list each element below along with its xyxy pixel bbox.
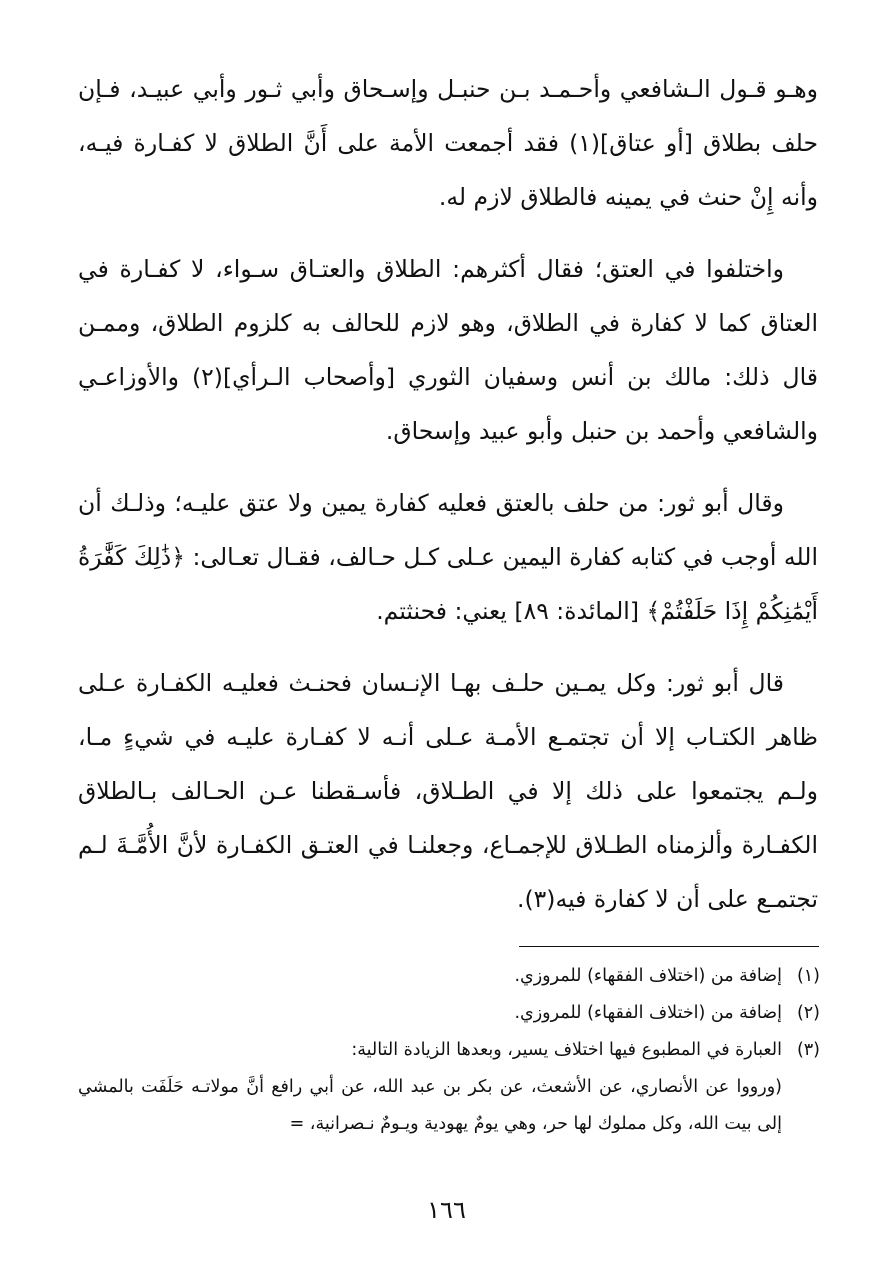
- footnote-3: [78, 1032, 820, 1069]
- footnote-3-continuation: (ورووا عن الأنصاري، عن الأشعث، عن بكر بن عبد الله، عن أبي رافع أنَّ مولاتـه حَلَفَت بالمشي إلى بيت الله، وكل مملوك لها حر، وهي يومٌ يهودية ويـومٌ نـصرانية، =: [78, 1077, 782, 1134]
- footnotes: [78, 958, 820, 1143]
- footnote-text: إضافة من (اختلاف الفقهاء) للمروزي.: [514, 966, 782, 986]
- footnote-text: العبارة في المطبوع فيها اختلاف يسير، وبعدها الزيادة التالية:: [351, 1040, 782, 1060]
- page-number: ١٦٦: [427, 1196, 466, 1224]
- main-text: [78, 62, 818, 944]
- footnote-number: (٢): [796, 1003, 820, 1023]
- footnote-2: [78, 995, 820, 1032]
- paragraph-1: وهـو قـول الـشافعي وأحـمـد بـن حنبـل وإسـحاق وأبي ثـور وأبي عبيـد، فـإن حلف بطلاق [أو عتاق](١) فقد أجمعت الأمة على أَنَّ الطلاق لا كفـارة فيـه، وأنه إِنْ حنث في يمينه فالطلاق لازم له.: [78, 75, 818, 211]
- paragraph-4: قال أبو ثور: وكل يمـين حلـف بهـا الإنـسان فحنـث فعليـه الكفـارة عـلى ظاهر الكتـاب إلا أن تجتمـع الأمـة عـلى أنـه لا كفـارة عليـه في شيءٍ مـا، ولـم يجتمعوا على ذلك إلا في الطـلاق، فأسـقطنا عـن الحـالف بـالطلاق الكفـارة وألزمناه الطـلاق للإجمـاع، وجعلنـا في العتـق الكفـارة لأنَّ الأُمَّـةَ لـم تجتمـع على أن لا كفارة فيه(٣).: [78, 669, 818, 913]
- footnote-text: إضافة من (اختلاف الفقهاء) للمروزي.: [514, 1003, 782, 1023]
- footnote-number: (٣): [796, 1040, 820, 1060]
- footnote-number: (١): [796, 966, 820, 986]
- footnote-1: [78, 958, 820, 995]
- footnote-divider: [519, 946, 819, 947]
- paragraph-2: واختلفوا في العتق؛ فقال أكثرهم: الطلاق والعتـاق سـواء، لا كفـارة في العتاق كما لا كفارة في الطلاق، وهو لازم للحالف به كلزوم الطلاق، وممـن قال ذلك: مالك بن أنس وسفيان الثوري [وأصحاب الـرأي](٢) والأوزاعـي والشافعي وأحمد بن حنبل وأبو عبيد وإسحاق.: [78, 255, 818, 445]
- paragraph-3: وقال أبو ثور: من حلف بالعتق فعليه كفارة يمين ولا عتق عليـه؛ وذلـك أن الله أوجب في كتابه كفارة اليمين عـلى كـل حـالف، فقـال تعـالى: ﴿ذَٰلِكَ كَفَّٰرَةُ أَيْمَٰنِكُمْ إِذَا حَلَفْتُمْ﴾ [المائدة: ٨٩] يعني: فحنثتم.: [78, 489, 818, 625]
